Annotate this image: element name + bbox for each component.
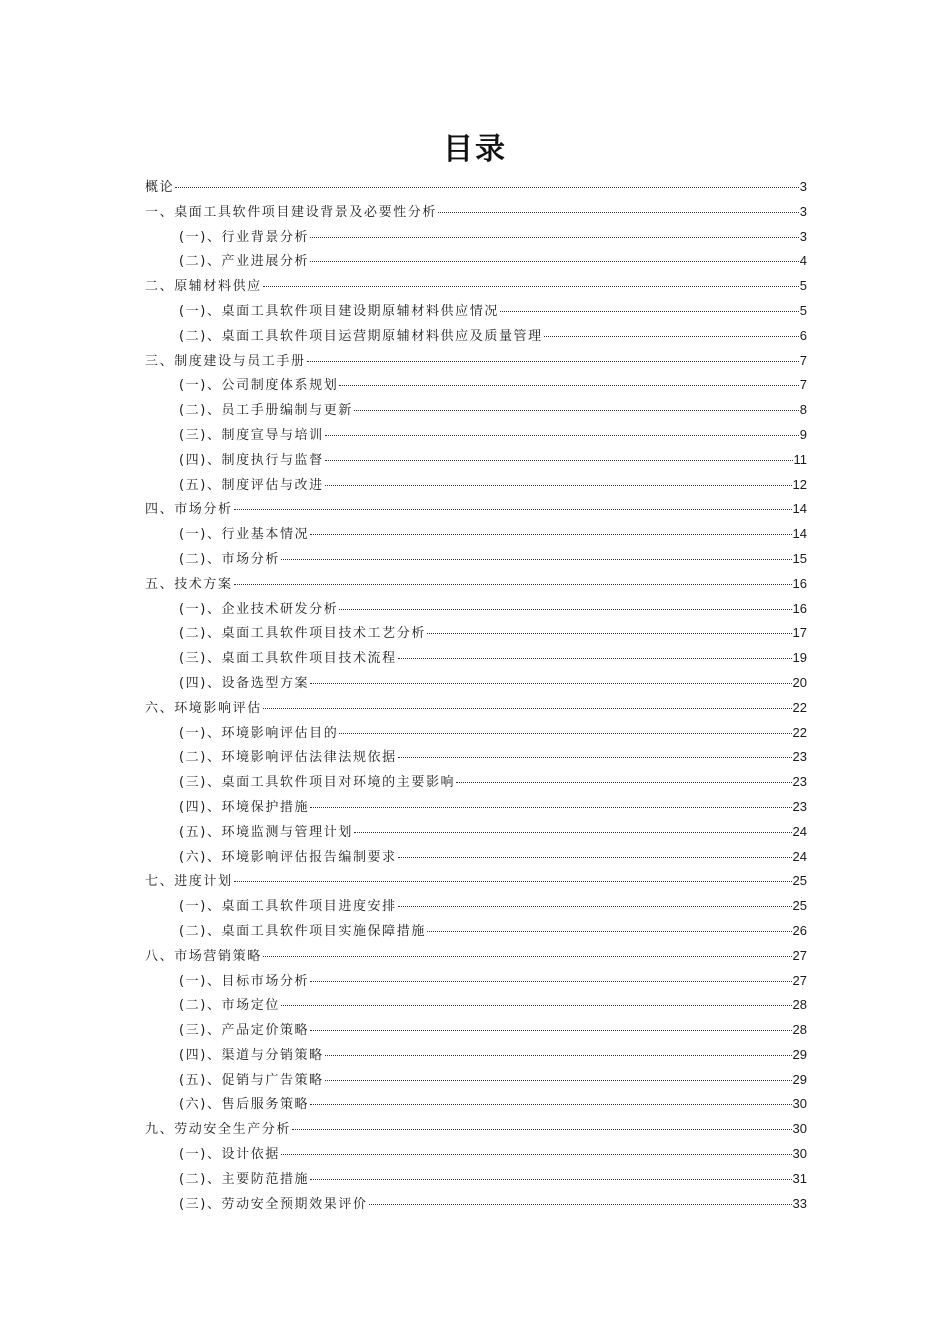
toc-page-number: 3 bbox=[799, 228, 807, 244]
toc-section-entry[interactable] bbox=[145, 1167, 807, 1192]
toc-entry-text: (四)、制度执行与监督 bbox=[179, 452, 324, 468]
toc-entry-text: 二、原辅材料供应 bbox=[145, 279, 262, 295]
toc-dot-leader bbox=[325, 484, 792, 486]
toc-entry-text: (一)、目标市场分析 bbox=[179, 973, 310, 989]
toc-dot-leader bbox=[310, 1178, 791, 1180]
toc-entry-text: 六、环境影响评估 bbox=[145, 700, 262, 716]
toc-section-entry[interactable] bbox=[145, 249, 807, 274]
toc-page-number: 24 bbox=[792, 823, 807, 839]
toc-page-number: 28 bbox=[792, 1022, 807, 1038]
toc-page-number: 26 bbox=[792, 922, 807, 938]
toc-dot-leader bbox=[307, 360, 799, 362]
toc-entry-text: (三)、劳动安全预期效果评价 bbox=[179, 1196, 368, 1212]
toc-entry-text: (二)、环境影响评估法律法规依据 bbox=[179, 750, 397, 766]
toc-section-entry[interactable] bbox=[145, 225, 807, 250]
toc-page-number: 23 bbox=[792, 774, 807, 790]
toc-dot-leader bbox=[263, 707, 792, 709]
toc-section-entry[interactable] bbox=[145, 448, 807, 473]
toc-dot-leader bbox=[234, 880, 792, 882]
toc-chapter-entry[interactable] bbox=[145, 349, 807, 374]
toc-page-number: 27 bbox=[792, 972, 807, 988]
toc-entry-text: (二)、市场分析 bbox=[179, 551, 280, 567]
toc-section-entry[interactable] bbox=[145, 646, 807, 671]
toc-dot-leader bbox=[234, 508, 792, 510]
toc-dot-leader bbox=[398, 756, 792, 758]
toc-entry-text: (三)、桌面工具软件项目技术流程 bbox=[179, 651, 397, 667]
toc-entry-text: (一)、行业基本情况 bbox=[179, 527, 310, 543]
toc-entry-text: (二)、产业进展分析 bbox=[179, 254, 310, 270]
toc-page-number: 16 bbox=[792, 575, 807, 591]
toc-section-entry[interactable] bbox=[145, 1068, 807, 1093]
toc-entry-text: 一、桌面工具软件项目建设背景及必要性分析 bbox=[145, 204, 438, 220]
toc-chapter-entry[interactable] bbox=[145, 274, 807, 299]
toc-entry-text: (六)、环境影响评估报告编制要求 bbox=[179, 849, 397, 865]
toc-page-number: 17 bbox=[792, 625, 807, 641]
toc-section-entry[interactable] bbox=[145, 795, 807, 820]
toc-section-entry[interactable] bbox=[145, 671, 807, 696]
toc-entry-text: (二)、桌面工具软件项目技术工艺分析 bbox=[179, 626, 426, 642]
toc-dot-leader bbox=[263, 955, 792, 957]
toc-page-number: 30 bbox=[792, 1121, 807, 1137]
toc-dot-leader bbox=[310, 1029, 791, 1031]
toc-section-entry[interactable] bbox=[145, 473, 807, 498]
toc-entry-text: (四)、设备选型方案 bbox=[179, 675, 310, 691]
toc-dot-leader bbox=[369, 1203, 792, 1205]
toc-entry-text: (五)、环境监测与管理计划 bbox=[179, 824, 353, 840]
toc-page-number: 22 bbox=[792, 699, 807, 715]
toc-page-number: 19 bbox=[792, 650, 807, 666]
toc-dot-leader bbox=[325, 434, 799, 436]
toc-chapter-entry[interactable] bbox=[145, 1117, 807, 1142]
toc-dot-leader bbox=[310, 260, 799, 262]
toc-dot-leader bbox=[354, 831, 792, 833]
toc-entry-text: (一)、行业背景分析 bbox=[179, 229, 310, 245]
toc-entry-text: (二)、桌面工具软件项目实施保障措施 bbox=[179, 923, 426, 939]
toc-page-number: 3 bbox=[799, 203, 807, 219]
toc-page-number: 11 bbox=[793, 451, 807, 467]
toc-dot-leader bbox=[339, 608, 791, 610]
toc-dot-leader bbox=[544, 335, 799, 337]
toc-page-number: 23 bbox=[792, 798, 807, 814]
toc-list bbox=[145, 175, 807, 1216]
toc-entry-text: 概论 bbox=[145, 180, 175, 195]
toc-dot-leader bbox=[398, 856, 792, 858]
toc-section-entry[interactable] bbox=[145, 522, 807, 547]
toc-section-entry[interactable] bbox=[145, 547, 807, 572]
toc-page-number: 23 bbox=[792, 749, 807, 765]
toc-dot-leader bbox=[310, 682, 791, 684]
toc-dot-leader bbox=[354, 409, 799, 411]
toc-section-entry[interactable] bbox=[145, 919, 807, 944]
toc-entry-text: 四、市场分析 bbox=[145, 502, 233, 518]
toc-dot-leader bbox=[325, 1054, 792, 1056]
toc-page-number: 9 bbox=[799, 426, 807, 442]
toc-entry-text: 三、制度建设与员工手册 bbox=[145, 353, 306, 369]
toc-entry-text: 五、技术方案 bbox=[145, 576, 233, 592]
toc-dot-leader bbox=[325, 459, 793, 461]
toc-dot-leader bbox=[175, 186, 799, 188]
toc-dot-leader bbox=[281, 1153, 792, 1155]
toc-chapter-entry[interactable] bbox=[145, 175, 807, 200]
toc-section-entry[interactable] bbox=[145, 993, 807, 1018]
toc-entry-text: (三)、产品定价策略 bbox=[179, 1023, 310, 1039]
toc-section-entry[interactable] bbox=[145, 1043, 807, 1068]
toc-section-entry[interactable] bbox=[145, 721, 807, 746]
toc-dot-leader bbox=[310, 806, 791, 808]
toc-chapter-entry[interactable] bbox=[145, 200, 807, 225]
toc-chapter-entry[interactable] bbox=[145, 944, 807, 969]
toc-page-number: 15 bbox=[792, 550, 807, 566]
toc-page-number: 31 bbox=[792, 1170, 807, 1186]
toc-dot-leader bbox=[339, 732, 791, 734]
toc-dot-leader bbox=[398, 905, 792, 907]
toc-page-number: 14 bbox=[792, 501, 807, 517]
toc-section-entry[interactable] bbox=[145, 1142, 807, 1167]
toc-dot-leader bbox=[456, 781, 791, 783]
toc-section-entry[interactable] bbox=[145, 621, 807, 646]
toc-chapter-entry[interactable] bbox=[145, 869, 807, 894]
toc-entry-text: 八、市场营销策略 bbox=[145, 948, 262, 964]
toc-page-number: 25 bbox=[792, 873, 807, 889]
toc-page-number: 30 bbox=[792, 1096, 807, 1112]
toc-page-number: 5 bbox=[799, 278, 807, 294]
toc-dot-leader bbox=[339, 384, 798, 386]
toc-chapter-entry[interactable] bbox=[145, 497, 807, 522]
toc-section-entry[interactable] bbox=[145, 820, 807, 845]
toc-page-number: 12 bbox=[792, 476, 807, 492]
toc-section-entry[interactable] bbox=[145, 299, 807, 324]
toc-page-number: 27 bbox=[792, 947, 807, 963]
toc-page-number: 7 bbox=[799, 352, 807, 368]
toc-entry-text: (二)、市场定位 bbox=[179, 998, 280, 1014]
toc-section-entry[interactable] bbox=[145, 373, 807, 398]
toc-entry-text: (一)、企业技术研发分析 bbox=[179, 601, 339, 617]
toc-page-number: 7 bbox=[799, 377, 807, 393]
toc-dot-leader bbox=[500, 310, 799, 312]
toc-section-entry[interactable] bbox=[145, 894, 807, 919]
toc-section-entry[interactable] bbox=[145, 969, 807, 994]
toc-page-number: 20 bbox=[792, 674, 807, 690]
toc-entry-text: (三)、桌面工具软件项目对环境的主要影响 bbox=[179, 775, 456, 791]
toc-section-entry[interactable] bbox=[145, 398, 807, 423]
toc-page-number: 25 bbox=[792, 898, 807, 914]
toc-entry-text: 九、劳动安全生产分析 bbox=[145, 1122, 292, 1138]
toc-entry-text: (一)、桌面工具软件项目进度安排 bbox=[179, 899, 397, 915]
toc-page-number: 33 bbox=[792, 1195, 807, 1211]
toc-page-number: 24 bbox=[792, 848, 807, 864]
toc-entry-text: (六)、售后服务策略 bbox=[179, 1097, 310, 1113]
toc-dot-leader bbox=[310, 980, 791, 982]
toc-entry-text: (四)、环境保护措施 bbox=[179, 799, 310, 815]
toc-section-entry[interactable] bbox=[145, 423, 807, 448]
toc-dot-leader bbox=[310, 236, 799, 238]
toc-entry-text: 七、进度计划 bbox=[145, 874, 233, 890]
toc-entry-text: (一)、公司制度体系规划 bbox=[179, 378, 339, 394]
toc-section-entry[interactable] bbox=[145, 1018, 807, 1043]
toc-chapter-entry[interactable] bbox=[145, 572, 807, 597]
toc-dot-leader bbox=[325, 1079, 792, 1081]
toc-dot-leader bbox=[310, 533, 791, 535]
toc-chapter-entry[interactable] bbox=[145, 696, 807, 721]
toc-entry-text: (四)、渠道与分销策略 bbox=[179, 1047, 324, 1063]
toc-section-entry[interactable] bbox=[145, 845, 807, 870]
toc-entry-text: (五)、制度评估与改进 bbox=[179, 477, 324, 493]
toc-page-number: 29 bbox=[792, 1071, 807, 1087]
toc-section-entry[interactable] bbox=[145, 1092, 807, 1117]
toc-entry-text: (三)、制度宣导与培训 bbox=[179, 427, 324, 443]
toc-dot-leader bbox=[263, 285, 799, 287]
toc-entry-text: (二)、员工手册编制与更新 bbox=[179, 403, 353, 419]
page-title: 目录 bbox=[443, 132, 507, 167]
toc-dot-leader bbox=[281, 1004, 792, 1006]
toc-entry-text: (一)、桌面工具软件项目建设期原辅材料供应情况 bbox=[179, 303, 499, 319]
toc-page-number: 6 bbox=[799, 327, 807, 343]
toc-entry-text: (二)、主要防范措施 bbox=[179, 1171, 310, 1187]
toc-section-entry[interactable] bbox=[145, 770, 807, 795]
toc-page-number: 16 bbox=[792, 600, 807, 616]
toc-entry-text: (五)、促销与广告策略 bbox=[179, 1072, 324, 1088]
toc-entry-text: (一)、环境影响评估目的 bbox=[179, 725, 339, 741]
toc-page-number: 14 bbox=[792, 526, 807, 542]
toc-page-number: 8 bbox=[799, 402, 807, 418]
toc-section-entry[interactable] bbox=[145, 745, 807, 770]
toc-page-number: 3 bbox=[799, 179, 807, 194]
toc-dot-leader bbox=[281, 558, 792, 560]
toc-dot-leader bbox=[310, 1103, 791, 1105]
toc-page-number: 29 bbox=[792, 1046, 807, 1062]
toc-dot-leader bbox=[234, 583, 792, 585]
toc-section-entry[interactable] bbox=[145, 324, 807, 349]
toc-dot-leader bbox=[438, 211, 799, 213]
toc-page-number: 28 bbox=[792, 997, 807, 1013]
toc-entry-text: (二)、桌面工具软件项目运营期原辅材料供应及质量管理 bbox=[179, 328, 543, 344]
toc-section-entry[interactable] bbox=[145, 597, 807, 622]
toc-page-number: 30 bbox=[792, 1146, 807, 1162]
toc-page-number: 5 bbox=[799, 302, 807, 318]
toc-dot-leader bbox=[427, 930, 792, 932]
toc-section-entry[interactable] bbox=[145, 1192, 807, 1217]
toc-dot-leader bbox=[398, 657, 792, 659]
toc-entry-text: (一)、设计依据 bbox=[179, 1147, 280, 1163]
toc-dot-leader bbox=[292, 1128, 792, 1130]
toc-dot-leader bbox=[427, 632, 792, 634]
toc-page-number: 22 bbox=[792, 724, 807, 740]
toc-page-number: 4 bbox=[799, 253, 807, 269]
